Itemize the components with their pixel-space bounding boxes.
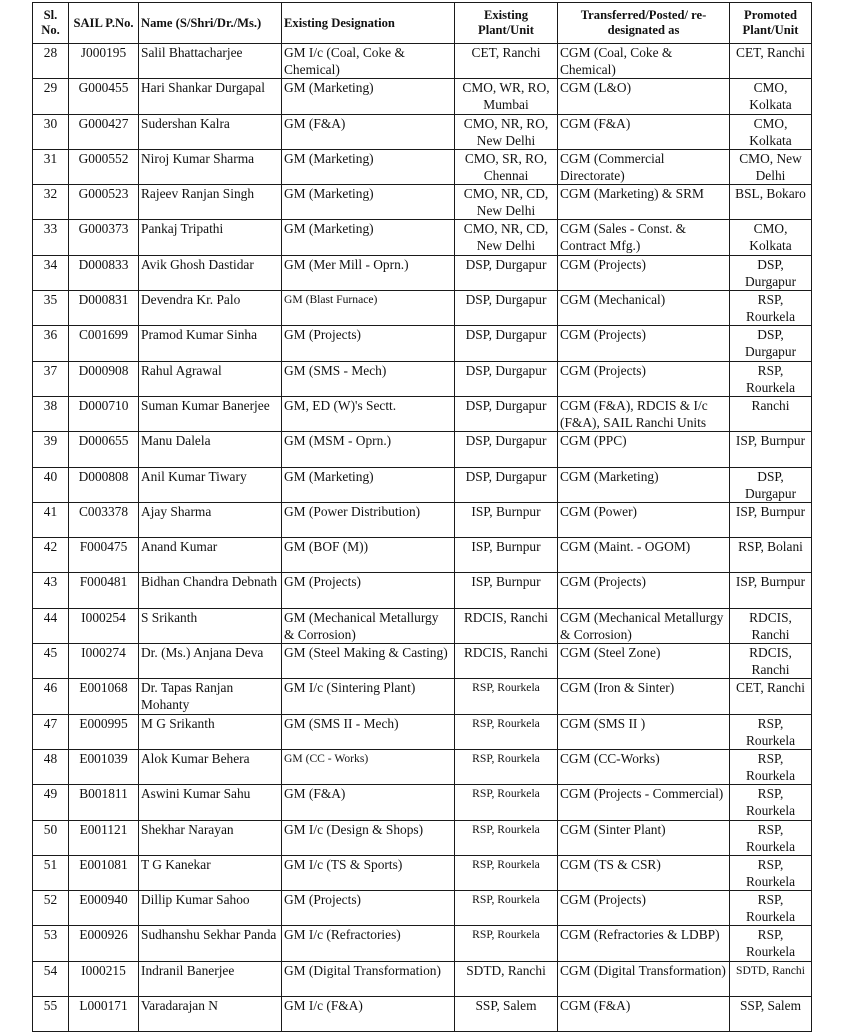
promoted-plant-cell: SSP, Salem: [730, 997, 812, 1032]
existing-plant-cell: DSP, Durgapur: [455, 467, 558, 502]
designation-cell: GM I/c (Sintering Plant): [282, 679, 455, 714]
existing-plant-cell: CMO, SR, RO, Chennai: [455, 149, 558, 184]
existing-plant-cell: DSP, Durgapur: [455, 255, 558, 290]
name-cell: Anand Kumar: [139, 538, 282, 573]
table-row: [33, 291, 812, 326]
promoted-plant-cell: DSP, Durgapur: [730, 326, 812, 361]
table-row: [33, 467, 812, 502]
sl-no-cell: 39: [33, 432, 69, 467]
designation-cell: GM (Marketing): [282, 467, 455, 502]
existing-plant-cell: CMO, WR, RO, Mumbai: [455, 79, 558, 114]
sl-no-cell: 52: [33, 891, 69, 926]
promoted-plant-cell: BSL, Bokaro: [730, 185, 812, 220]
name-cell: Indranil Banerjee: [139, 961, 282, 996]
table-row: [33, 961, 812, 996]
sl-no-cell: 48: [33, 749, 69, 784]
header-existing-plant-unit: Existing Plant/Unit: [455, 3, 558, 44]
name-cell: Sudershan Kalra: [139, 114, 282, 149]
promoted-plant-cell: CMO, Kolkata: [730, 220, 812, 255]
name-cell: Pankaj Tripathi: [139, 220, 282, 255]
designation-cell: GM I/c (Design & Shops): [282, 820, 455, 855]
name-cell: Dr. Tapas Ranjan Mohanty: [139, 679, 282, 714]
pno-cell: C001699: [69, 326, 139, 361]
name-cell: Niroj Kumar Sharma: [139, 149, 282, 184]
name-cell: S Srikanth: [139, 608, 282, 643]
table-row: [33, 255, 812, 290]
designation-cell: GM, ED (W)'s Sectt.: [282, 396, 455, 431]
promoted-plant-cell: RSP, Rourkela: [730, 291, 812, 326]
name-cell: M G Srikanth: [139, 714, 282, 749]
pno-cell: J000195: [69, 44, 139, 79]
transferred-cell: CGM (F&A): [558, 114, 730, 149]
transferred-cell: CGM (L&O): [558, 79, 730, 114]
header-sl-no: Sl. No.: [33, 3, 69, 44]
existing-plant-cell: RSP, Rourkela: [455, 785, 558, 820]
pno-cell: E000926: [69, 926, 139, 961]
existing-plant-cell: RSP, Rourkela: [455, 891, 558, 926]
table-row: [33, 891, 812, 926]
pno-cell: G000455: [69, 79, 139, 114]
promoted-plant-cell: RSP, Rourkela: [730, 891, 812, 926]
table-row: [33, 114, 812, 149]
table-row: [33, 44, 812, 79]
table-row: [33, 538, 812, 573]
sl-no-cell: 34: [33, 255, 69, 290]
table-row: [33, 361, 812, 396]
designation-cell: GM (SMS - Mech): [282, 361, 455, 396]
transferred-cell: CGM (Iron & Sinter): [558, 679, 730, 714]
pno-cell: I000254: [69, 608, 139, 643]
name-cell: Rajeev Ranjan Singh: [139, 185, 282, 220]
promoted-plant-cell: RSP, Rourkela: [730, 714, 812, 749]
table-row: [33, 79, 812, 114]
table-row: [33, 502, 812, 537]
transfer-promotion-table: [32, 2, 812, 1032]
promoted-plant-cell: RSP, Rourkela: [730, 820, 812, 855]
name-cell: Aswini Kumar Sahu: [139, 785, 282, 820]
name-cell: Shekhar Narayan: [139, 820, 282, 855]
promoted-plant-cell: RSP, Rourkela: [730, 361, 812, 396]
existing-plant-cell: ISP, Burnpur: [455, 502, 558, 537]
sl-no-cell: 51: [33, 855, 69, 890]
promoted-plant-cell: ISP, Burnpur: [730, 502, 812, 537]
designation-cell: GM (MSM - Oprn.): [282, 432, 455, 467]
sl-no-cell: 30: [33, 114, 69, 149]
name-cell: Bidhan Chandra Debnath: [139, 573, 282, 608]
designation-cell: GM (BOF (M)): [282, 538, 455, 573]
table-row: [33, 396, 812, 431]
transferred-cell: CGM (Marketing) & SRM: [558, 185, 730, 220]
header-promoted-plant-unit: Promoted Plant/Unit: [730, 3, 812, 44]
sl-no-cell: 41: [33, 502, 69, 537]
transferred-cell: CGM (Projects): [558, 361, 730, 396]
promoted-plant-cell: RSP, Rourkela: [730, 785, 812, 820]
existing-plant-cell: CMO, NR, CD, New Delhi: [455, 220, 558, 255]
pno-cell: D000808: [69, 467, 139, 502]
existing-plant-cell: DSP, Durgapur: [455, 432, 558, 467]
sl-no-cell: 53: [33, 926, 69, 961]
pno-cell: C003378: [69, 502, 139, 537]
name-cell: Devendra Kr. Palo: [139, 291, 282, 326]
promoted-plant-cell: CMO, New Delhi: [730, 149, 812, 184]
existing-plant-cell: RSP, Rourkela: [455, 679, 558, 714]
existing-plant-cell: SSP, Salem: [455, 997, 558, 1032]
sl-no-cell: 36: [33, 326, 69, 361]
table-row: [33, 714, 812, 749]
table-row: [33, 149, 812, 184]
transferred-cell: CGM (Steel Zone): [558, 644, 730, 679]
sl-no-cell: 31: [33, 149, 69, 184]
promoted-plant-cell: RSP, Rourkela: [730, 926, 812, 961]
name-cell: Hari Shankar Durgapal: [139, 79, 282, 114]
table-row: [33, 926, 812, 961]
name-cell: Alok Kumar Behera: [139, 749, 282, 784]
table-row: [33, 573, 812, 608]
pno-cell: F000481: [69, 573, 139, 608]
name-cell: T G Kanekar: [139, 855, 282, 890]
designation-cell: GM (Blast Furnace): [282, 291, 455, 326]
name-cell: Anil Kumar Tiwary: [139, 467, 282, 502]
name-cell: Rahul Agrawal: [139, 361, 282, 396]
transferred-cell: CGM (Coal, Coke & Chemical): [558, 44, 730, 79]
table-row: [33, 820, 812, 855]
header-existing-designation: Existing Designation: [282, 3, 455, 44]
sl-no-cell: 28: [33, 44, 69, 79]
sl-no-cell: 33: [33, 220, 69, 255]
promoted-plant-cell: CET, Ranchi: [730, 679, 812, 714]
pno-cell: E001081: [69, 855, 139, 890]
designation-cell: GM (Projects): [282, 573, 455, 608]
transferred-cell: CGM (Projects): [558, 326, 730, 361]
transferred-cell: CGM (Projects): [558, 573, 730, 608]
promoted-plant-cell: RSP, Bolani: [730, 538, 812, 573]
promoted-plant-cell: DSP, Durgapur: [730, 255, 812, 290]
transferred-cell: CGM (F&A), RDCIS & I/c (F&A), SAIL Ranchi Units: [558, 396, 730, 431]
table-row: [33, 679, 812, 714]
promoted-plant-cell: CET, Ranchi: [730, 44, 812, 79]
transferred-cell: CGM (Commercial Directorate): [558, 149, 730, 184]
table-row: [33, 997, 812, 1032]
existing-plant-cell: RSP, Rourkela: [455, 749, 558, 784]
transferred-cell: CGM (Refractories & LDBP): [558, 926, 730, 961]
designation-cell: GM (Marketing): [282, 185, 455, 220]
existing-plant-cell: DSP, Durgapur: [455, 326, 558, 361]
promoted-plant-cell: RSP, Rourkela: [730, 855, 812, 890]
transferred-cell: CGM (F&A): [558, 997, 730, 1032]
transferred-cell: CGM (Digital Transformation): [558, 961, 730, 996]
name-cell: Pramod Kumar Sinha: [139, 326, 282, 361]
sl-no-cell: 35: [33, 291, 69, 326]
pno-cell: E001068: [69, 679, 139, 714]
table-row: [33, 749, 812, 784]
pno-cell: D000833: [69, 255, 139, 290]
transferred-cell: CGM (PPC): [558, 432, 730, 467]
promoted-plant-cell: SDTD, Ranchi: [730, 961, 812, 996]
designation-cell: GM (F&A): [282, 785, 455, 820]
pno-cell: L000171: [69, 997, 139, 1032]
designation-cell: GM (SMS II - Mech): [282, 714, 455, 749]
transferred-cell: CGM (CC-Works): [558, 749, 730, 784]
transferred-cell: CGM (SMS II ): [558, 714, 730, 749]
name-cell: Suman Kumar Banerjee: [139, 396, 282, 431]
designation-cell: GM (Marketing): [282, 220, 455, 255]
header-name: Name (S/Shri/Dr./Ms.): [139, 3, 282, 44]
pno-cell: G000373: [69, 220, 139, 255]
pno-cell: G000523: [69, 185, 139, 220]
pno-cell: D000831: [69, 291, 139, 326]
designation-cell: GM I/c (F&A): [282, 997, 455, 1032]
pno-cell: B001811: [69, 785, 139, 820]
designation-cell: GM I/c (Coal, Coke & Chemical): [282, 44, 455, 79]
designation-cell: GM (Steel Making & Casting): [282, 644, 455, 679]
designation-cell: GM (Marketing): [282, 79, 455, 114]
existing-plant-cell: ISP, Burnpur: [455, 538, 558, 573]
transferred-cell: CGM (Mechanical): [558, 291, 730, 326]
header-transferred-posted: Transferred/Posted/ re-designated as: [558, 3, 730, 44]
sl-no-cell: 43: [33, 573, 69, 608]
sl-no-cell: 44: [33, 608, 69, 643]
designation-cell: GM (Mer Mill - Oprn.): [282, 255, 455, 290]
sl-no-cell: 45: [33, 644, 69, 679]
existing-plant-cell: SDTD, Ranchi: [455, 961, 558, 996]
table-row: [33, 432, 812, 467]
pno-cell: D000908: [69, 361, 139, 396]
sl-no-cell: 29: [33, 79, 69, 114]
existing-plant-cell: RSP, Rourkela: [455, 820, 558, 855]
designation-cell: GM (Projects): [282, 891, 455, 926]
transferred-cell: CGM (Marketing): [558, 467, 730, 502]
pno-cell: E001039: [69, 749, 139, 784]
designation-cell: GM I/c (Refractories): [282, 926, 455, 961]
designation-cell: GM I/c (TS & Sports): [282, 855, 455, 890]
sl-no-cell: 46: [33, 679, 69, 714]
promoted-plant-cell: CMO, Kolkata: [730, 114, 812, 149]
transferred-cell: CGM (Maint. - OGOM): [558, 538, 730, 573]
existing-plant-cell: RSP, Rourkela: [455, 714, 558, 749]
sl-no-cell: 47: [33, 714, 69, 749]
table-row: [33, 220, 812, 255]
name-cell: Sudhanshu Sekhar Panda: [139, 926, 282, 961]
table-row: [33, 855, 812, 890]
designation-cell: GM (F&A): [282, 114, 455, 149]
transferred-cell: CGM (Power): [558, 502, 730, 537]
sl-no-cell: 42: [33, 538, 69, 573]
sl-no-cell: 37: [33, 361, 69, 396]
table-row: [33, 185, 812, 220]
name-cell: Ajay Sharma: [139, 502, 282, 537]
existing-plant-cell: CMO, NR, RO, New Delhi: [455, 114, 558, 149]
designation-cell: GM (Power Distribution): [282, 502, 455, 537]
name-cell: Manu Dalela: [139, 432, 282, 467]
transferred-cell: CGM (Sinter Plant): [558, 820, 730, 855]
sl-no-cell: 32: [33, 185, 69, 220]
sl-no-cell: 49: [33, 785, 69, 820]
existing-plant-cell: RSP, Rourkela: [455, 926, 558, 961]
transferred-cell: CGM (Sales - Const. & Contract Mfg.): [558, 220, 730, 255]
existing-plant-cell: CET, Ranchi: [455, 44, 558, 79]
promoted-plant-cell: DSP, Durgapur: [730, 467, 812, 502]
header-sail-pno: SAIL P.No.: [69, 3, 139, 44]
pno-cell: F000475: [69, 538, 139, 573]
pno-cell: G000427: [69, 114, 139, 149]
transferred-cell: CGM (Projects): [558, 891, 730, 926]
pno-cell: I000274: [69, 644, 139, 679]
sl-no-cell: 40: [33, 467, 69, 502]
promoted-plant-cell: ISP, Burnpur: [730, 432, 812, 467]
designation-cell: GM (CC - Works): [282, 749, 455, 784]
promoted-plant-cell: Ranchi: [730, 396, 812, 431]
existing-plant-cell: RDCIS, Ranchi: [455, 644, 558, 679]
existing-plant-cell: RSP, Rourkela: [455, 855, 558, 890]
designation-cell: GM (Mechanical Metallurgy & Corrosion): [282, 608, 455, 643]
pno-cell: D000710: [69, 396, 139, 431]
table-row: [33, 326, 812, 361]
sl-no-cell: 50: [33, 820, 69, 855]
transferred-cell: CGM (Projects - Commercial): [558, 785, 730, 820]
pno-cell: E000940: [69, 891, 139, 926]
designation-cell: GM (Digital Transformation): [282, 961, 455, 996]
existing-plant-cell: ISP, Burnpur: [455, 573, 558, 608]
pno-cell: I000215: [69, 961, 139, 996]
transferred-cell: CGM (Mechanical Metallurgy & Corrosion): [558, 608, 730, 643]
promoted-plant-cell: RDCIS, Ranchi: [730, 608, 812, 643]
promoted-plant-cell: CMO, Kolkata: [730, 79, 812, 114]
pno-cell: E001121: [69, 820, 139, 855]
existing-plant-cell: DSP, Durgapur: [455, 291, 558, 326]
sl-no-cell: 55: [33, 997, 69, 1032]
existing-plant-cell: RDCIS, Ranchi: [455, 608, 558, 643]
table-row: [33, 785, 812, 820]
table-row: [33, 644, 812, 679]
table-row: [33, 608, 812, 643]
transferred-cell: CGM (Projects): [558, 255, 730, 290]
pno-cell: G000552: [69, 149, 139, 184]
sl-no-cell: 54: [33, 961, 69, 996]
name-cell: Dillip Kumar Sahoo: [139, 891, 282, 926]
table-body: [33, 44, 812, 1032]
promoted-plant-cell: RSP, Rourkela: [730, 749, 812, 784]
promoted-plant-cell: ISP, Burnpur: [730, 573, 812, 608]
existing-plant-cell: DSP, Durgapur: [455, 361, 558, 396]
table-header-row: [33, 3, 812, 44]
designation-cell: GM (Projects): [282, 326, 455, 361]
name-cell: Varadarajan N: [139, 997, 282, 1032]
existing-plant-cell: DSP, Durgapur: [455, 396, 558, 431]
name-cell: Avik Ghosh Dastidar: [139, 255, 282, 290]
existing-plant-cell: CMO, NR, CD, New Delhi: [455, 185, 558, 220]
transferred-cell: CGM (TS & CSR): [558, 855, 730, 890]
name-cell: Salil Bhattacharjee: [139, 44, 282, 79]
promoted-plant-cell: RDCIS, Ranchi: [730, 644, 812, 679]
designation-cell: GM (Marketing): [282, 149, 455, 184]
name-cell: Dr. (Ms.) Anjana Deva: [139, 644, 282, 679]
pno-cell: D000655: [69, 432, 139, 467]
sl-no-cell: 38: [33, 396, 69, 431]
pno-cell: E000995: [69, 714, 139, 749]
